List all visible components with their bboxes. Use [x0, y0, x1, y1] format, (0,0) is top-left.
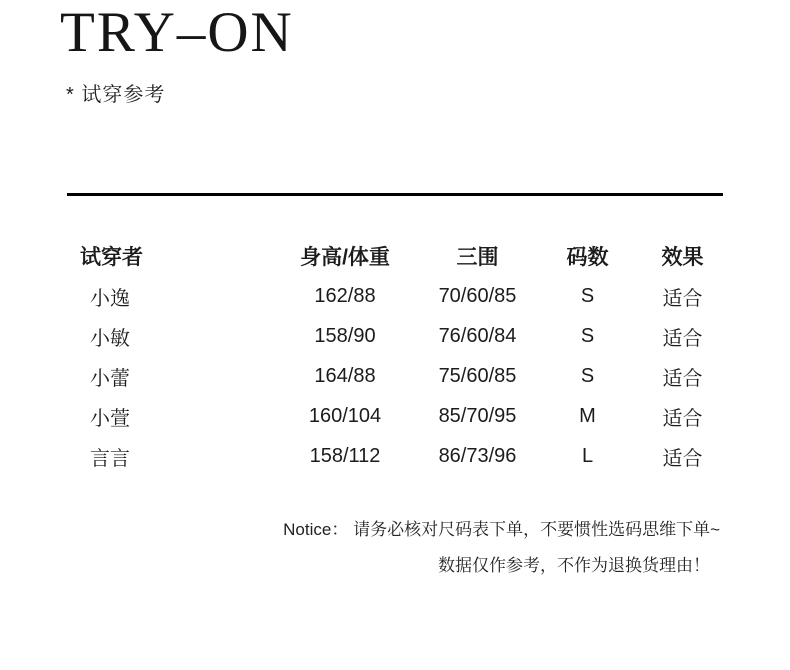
col-header-size: 码数 — [566, 246, 609, 269]
cell-size: S — [580, 364, 595, 387]
page-title: TRY–ON — [60, 1, 294, 64]
notice-line-2: 数据仅作参考，不作为退换货理由！ — [438, 556, 710, 575]
notice-block — [283, 512, 720, 584]
cell-fit: 适合 — [662, 407, 703, 430]
cell-height-weight: 158/90 — [314, 324, 376, 347]
cell-height-weight: 164/88 — [314, 364, 376, 387]
cell-size: M — [579, 404, 596, 427]
cell-height-weight: 160/104 — [308, 404, 382, 427]
cell-fit: 适合 — [662, 367, 703, 390]
col-header-tester: 试穿者 — [80, 246, 143, 269]
col-header-height-weight: 身高/体重 — [300, 246, 390, 269]
col-header-measurements: 三围 — [456, 246, 499, 269]
notice-line-1: Notice： 请务必核对尺码表下单，不要惯性选码思维下单~ — [283, 520, 720, 539]
cell-measurements: 86/73/96 — [438, 444, 517, 467]
cell-measurements: 75/60/85 — [438, 364, 517, 387]
try-on-table — [80, 236, 715, 476]
cell-size: S — [580, 284, 595, 307]
cell-measurements: 70/60/85 — [438, 284, 517, 307]
cell-height-weight: 158/112 — [309, 444, 381, 467]
cell-fit: 适合 — [662, 447, 703, 470]
cell-tester-name: 小萱 — [90, 407, 130, 430]
cell-measurements: 85/70/95 — [438, 404, 517, 427]
cell-size: S — [580, 324, 595, 347]
cell-fit: 适合 — [662, 287, 703, 310]
page-subtitle: * 试穿参考 — [66, 84, 166, 106]
cell-fit: 适合 — [662, 327, 703, 350]
col-header-fit: 效果 — [661, 246, 704, 269]
divider-line — [67, 193, 723, 196]
cell-measurements: 76/60/84 — [438, 324, 517, 347]
cell-tester-name: 小逸 — [90, 287, 130, 310]
cell-height-weight: 162/88 — [314, 284, 376, 307]
cell-size: L — [581, 444, 594, 467]
cell-tester-name: 小蕾 — [90, 367, 130, 390]
cell-tester-name: 小敏 — [90, 327, 130, 350]
cell-tester-name: 言言 — [90, 447, 130, 470]
